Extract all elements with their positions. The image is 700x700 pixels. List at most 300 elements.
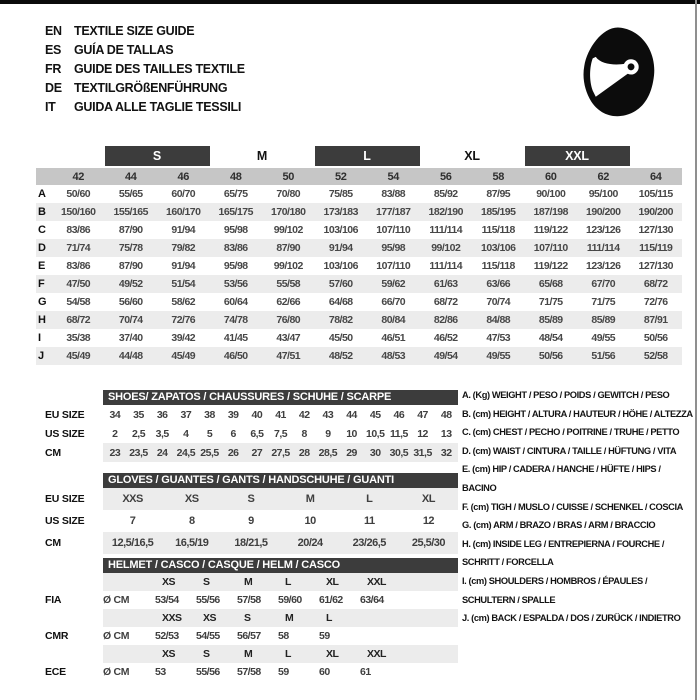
measurement-value: 185/195 (481, 206, 516, 218)
measurement-value: 103/106 (481, 242, 516, 254)
size-value: 9 (248, 515, 254, 527)
legend-item: E. (cm) HIP / CADERA / HANCHE / HÜFTE / HIPS / BACINO (462, 464, 661, 493)
diameter-spacer (103, 609, 155, 627)
size-value: 12 (417, 427, 428, 440)
helmet-size-letter: XS (162, 648, 176, 660)
row-label: EU SIZE (45, 493, 85, 505)
measurement-value: 115/119 (639, 242, 673, 254)
size-value: 46 (393, 408, 405, 421)
size-value: 20/24 (297, 537, 323, 549)
helmet-icon-svg (572, 22, 664, 124)
row-letter: H (38, 314, 46, 326)
measurement-value: 72/76 (643, 296, 668, 308)
helmet-size-letter: M (285, 612, 294, 624)
measurement-row-b (36, 203, 682, 221)
measurement-value: 53/56 (223, 278, 248, 290)
helmet-size-value: 61 (360, 666, 371, 678)
row-letter: D (38, 242, 46, 254)
size-number-row (36, 168, 682, 185)
measurement-value: 173/183 (323, 206, 358, 218)
size-value: 44 (346, 408, 357, 421)
measurement-value: 127/130 (638, 260, 673, 272)
measurement-value: 45/49 (66, 350, 91, 362)
helmet-size-table (45, 558, 458, 681)
measurement-row-j (36, 347, 682, 365)
legend-item: F. (cm) TIGH / MUSLO / CUISSE / SCHENKEL / COSCIA (462, 501, 683, 512)
measurement-value: 45/49 (171, 350, 196, 362)
measurement-value: 68/72 (643, 278, 668, 290)
diameter-label: Ø CM (103, 594, 130, 606)
measurement-value: 95/100 (588, 188, 618, 200)
helmet-size-value: 53/54 (155, 594, 179, 606)
measurement-value: 103/106 (323, 224, 358, 236)
helmet-size-letter: L (285, 648, 291, 660)
size-value: 28,5 (318, 446, 338, 459)
size-number: 48 (230, 170, 242, 183)
standard-label: CMR (45, 630, 69, 642)
row-letter: G (38, 296, 47, 308)
size-value: 10,5 (366, 427, 385, 440)
measurement-value: 182/190 (428, 206, 463, 218)
measurement-value: 187/198 (533, 206, 568, 218)
size-value: XL (421, 493, 435, 505)
language-code: DE (45, 81, 62, 95)
measurement-value: 95/98 (223, 224, 248, 236)
measurement-value: 70/74 (118, 314, 143, 326)
size-value: 29 (346, 446, 357, 459)
size-value: 25,5/30 (411, 537, 446, 549)
measurement-value: 68/72 (433, 296, 458, 308)
size-group-xxl: XXL (525, 146, 630, 166)
size-value: 24 (156, 446, 168, 459)
measurement-value: 60/64 (223, 296, 248, 308)
measurement-value: 82/86 (433, 314, 458, 326)
measurement-value: 57/60 (328, 278, 353, 290)
measurement-row-g (36, 293, 682, 311)
size-value: 11,5 (389, 427, 408, 440)
row-values (103, 488, 458, 510)
size-value: 23 (109, 446, 121, 459)
measurement-value: 103/106 (323, 260, 358, 272)
measurement-row-f (36, 275, 682, 293)
language-label: GUÍA DE TALLAS (74, 43, 174, 57)
measurement-value: 65/75 (223, 188, 248, 200)
size-value: 39 (227, 408, 239, 421)
helmet-size-letter: L (285, 576, 291, 588)
size-value: 26 (227, 446, 239, 459)
size-value: 12 (422, 515, 435, 527)
size-value: 18/21,5 (234, 537, 268, 549)
size-value: 6,5 (250, 427, 264, 440)
row-letter: B (38, 206, 46, 218)
helmet-size-value: 61/62 (319, 594, 343, 606)
row-values (103, 663, 458, 681)
measurement-legend (462, 386, 695, 628)
language-label: GUIDE DES TAILLES TEXTILE (74, 62, 245, 76)
row-values (103, 510, 458, 532)
row-values (103, 645, 458, 663)
measurement-value: 41/45 (223, 332, 248, 344)
row-label: US SIZE (45, 515, 85, 527)
measurement-value: 85/89 (591, 314, 616, 326)
measurement-value: 107/110 (376, 260, 411, 272)
diameter-spacer (103, 645, 155, 663)
legend-item: C. (cm) CHEST / PECHO / POITRINE / TRUHE / PETTO (462, 427, 680, 438)
size-value: 42 (298, 408, 310, 421)
size-value: S (247, 493, 255, 505)
measurement-value: 119/122 (533, 224, 568, 236)
measurement-value: 99/102 (273, 224, 303, 236)
helmet-size-letter: XXL (367, 648, 386, 660)
size-number: 60 (545, 170, 557, 183)
measurement-value: 52/58 (643, 350, 668, 362)
row-letter: F (38, 278, 45, 290)
helmet-size-value: 57/58 (237, 594, 261, 606)
measurement-value: 99/102 (431, 242, 461, 254)
measurement-row-d (36, 239, 682, 257)
measurement-value: 99/102 (273, 260, 303, 272)
measurement-value: 85/89 (538, 314, 563, 326)
helmet-size-value: 59 (278, 666, 289, 678)
size-value: 36 (156, 408, 168, 421)
measurement-value: 47/50 (66, 278, 91, 290)
measurement-value: 59/62 (381, 278, 406, 290)
size-value: 31,5 (413, 446, 432, 459)
helmet-size-letter: XXL (367, 576, 386, 588)
size-number: 54 (387, 170, 399, 183)
size-value: 13 (440, 427, 452, 440)
measurement-value: 45/50 (328, 332, 353, 344)
helmet-standard-row-fia (45, 591, 458, 609)
measurement-value: 55/58 (276, 278, 301, 290)
measurement-value: 123/126 (586, 224, 621, 236)
size-number: 64 (650, 170, 662, 183)
row-label: EU SIZE (45, 408, 85, 421)
measurement-value: 78/82 (328, 314, 353, 326)
size-value: 43 (322, 408, 334, 421)
size-value: XXS (122, 493, 143, 505)
diameter-label: Ø CM (103, 666, 130, 678)
measurement-value: 107/110 (533, 242, 568, 254)
language-code: ES (45, 43, 62, 57)
standard-label: ECE (45, 666, 66, 678)
measurement-value: 74/78 (223, 314, 248, 326)
measurement-value: 49/55 (591, 332, 616, 344)
row-label: CM (45, 537, 61, 549)
measurement-value: 66/70 (381, 296, 406, 308)
size-value: 30 (369, 446, 381, 459)
row-letter: I (38, 332, 42, 344)
measurement-value: 47/51 (276, 350, 301, 362)
language-row (45, 98, 245, 117)
size-number: 58 (492, 170, 504, 183)
legend-item: J. (cm) BACK / ESPALDA / DOS / ZURÜCK / INDIETRO (462, 613, 681, 624)
row-letter: E (38, 260, 46, 272)
size-value: 41 (275, 408, 286, 421)
size-value: 27,5 (271, 446, 290, 459)
measurement-value: 115/118 (481, 260, 515, 272)
measurement-value: 50/56 (538, 350, 563, 362)
language-label: GUIDA ALLE TAGLIE TESSILI (74, 100, 242, 114)
size-value: 47 (417, 408, 428, 421)
measurement-row-e (36, 257, 682, 275)
measurement-value: 91/94 (171, 260, 196, 272)
measurement-value: 54/58 (66, 296, 91, 308)
measurement-value: 95/98 (381, 242, 406, 254)
row-values (103, 532, 458, 554)
size-row (45, 510, 458, 532)
helmet-size-letter: XL (326, 576, 339, 588)
size-value: 27 (251, 446, 263, 459)
measurement-value: 83/86 (66, 260, 91, 272)
measurement-value: 70/74 (486, 296, 511, 308)
measurement-value: 50/60 (66, 188, 91, 200)
measurement-value: 46/51 (381, 332, 406, 344)
language-row (45, 60, 245, 79)
row-letter: J (38, 350, 45, 362)
measurement-value: 70/80 (276, 188, 301, 200)
measurement-value: 87/95 (486, 188, 511, 200)
size-value: 8 (188, 515, 195, 527)
size-value: 6 (230, 427, 236, 440)
size-value: 10 (304, 515, 316, 527)
measurement-value: 190/200 (586, 206, 621, 218)
size-number: 52 (335, 170, 347, 183)
helmet-size-letter: XXS (162, 612, 182, 624)
language-code: IT (45, 100, 56, 114)
measurement-value: 85/92 (433, 188, 458, 200)
legend-item: D. (cm) WAIST / CINTURA / TAILLE / HÜFTUNG / VITA (462, 445, 677, 456)
helmet-size-letter-row (45, 645, 458, 663)
size-value: 5 (206, 427, 213, 440)
legend-item: I. (cm) SHOULDERS / HOMBROS / ÉPAULES / SCHULTERN / SPALLE (462, 575, 648, 605)
size-value: 2,5 (131, 427, 146, 440)
measurement-value: 64/68 (328, 296, 353, 308)
measurement-value: 49/55 (486, 350, 511, 362)
helmet-size-value: 55/56 (196, 594, 220, 606)
measurement-value: 83/86 (223, 242, 248, 254)
size-value: 4 (183, 427, 189, 440)
size-value: 23,5 (129, 446, 148, 459)
measurement-value: 107/110 (376, 224, 411, 236)
language-label: TEXTILE SIZE GUIDE (74, 24, 195, 38)
measurement-value: 49/54 (433, 350, 458, 362)
row-label: US SIZE (45, 427, 85, 440)
helmet-size-letter: XS (203, 612, 217, 624)
measurement-value: 71/75 (591, 296, 616, 308)
size-value: 32 (440, 446, 452, 459)
row-label: CM (45, 446, 61, 459)
measurement-value: 51/56 (591, 350, 616, 362)
helmet-size-value: 59/60 (278, 594, 302, 606)
measurement-value: 56/60 (118, 296, 143, 308)
size-value: 35 (133, 408, 144, 421)
size-number: 44 (125, 170, 137, 183)
row-values (103, 627, 458, 645)
helmet-size-value: 52/53 (155, 630, 179, 642)
measurement-value: 72/76 (171, 314, 196, 326)
size-value: M (305, 493, 315, 505)
helmet-size-value: 55/56 (196, 666, 220, 678)
language-row (45, 22, 245, 41)
measurement-value: 111/114 (429, 260, 463, 272)
top-border (0, 0, 700, 4)
measurement-value: 71/75 (538, 296, 563, 308)
shoes-size-table (45, 390, 458, 462)
helmet-size-letter: S (244, 612, 251, 624)
size-value: 28 (298, 446, 310, 459)
size-number: 46 (177, 170, 189, 183)
size-row (45, 443, 458, 462)
measurement-row-c (36, 221, 682, 239)
measurement-value: 87/90 (276, 242, 301, 254)
helmet-size-value: 54/55 (196, 630, 220, 642)
helmet-size-letter-row (45, 609, 458, 627)
size-row (45, 424, 458, 443)
helmet-standard-row-cmr (45, 627, 458, 645)
size-value: 8 (301, 427, 307, 440)
size-value: 30,5 (389, 446, 409, 459)
size-group-row (36, 146, 682, 166)
helmet-size-value: 59 (319, 630, 330, 642)
measurement-value: 190/200 (638, 206, 673, 218)
measurement-value: 150/160 (61, 206, 96, 218)
measurement-value: 105/115 (638, 188, 673, 200)
shoes-title-bar: SHOES/ ZAPATOS / CHAUSSURES / SCHUHE / SCARPE (103, 390, 458, 405)
size-value: 24,5 (176, 446, 196, 459)
measurement-value: 68/72 (66, 314, 91, 326)
row-values (103, 424, 458, 443)
diameter-label: Ø CM (103, 630, 130, 642)
helmet-size-letter: M (244, 576, 253, 588)
measurement-value: 91/94 (171, 224, 196, 236)
helmet-title-bar: HELMET / CASCO / CASQUE / HELM / CASCO (103, 558, 458, 573)
measurement-value: 91/94 (328, 242, 353, 254)
helmet-size-value: 53 (155, 666, 166, 678)
helmet-standard-row-ece (45, 663, 458, 681)
size-value: 3,5 (155, 427, 169, 440)
size-group-s: S (105, 146, 210, 166)
row-label (45, 645, 103, 663)
measurement-value: 71/74 (66, 242, 91, 254)
measurement-value: 95/98 (223, 260, 248, 272)
language-list (45, 22, 245, 117)
row-values (103, 405, 458, 424)
measurement-value: 47/53 (486, 332, 511, 344)
measurement-value: 90/100 (536, 188, 566, 200)
measurement-value: 119/122 (533, 260, 568, 272)
size-value: 7,5 (273, 427, 288, 440)
size-value: 25,5 (200, 446, 219, 459)
diameter-spacer (103, 573, 155, 591)
size-value: 2 (112, 427, 118, 440)
size-value: 12,5/16,5 (111, 537, 154, 549)
measurement-value: 55/65 (118, 188, 143, 200)
size-number: 42 (72, 170, 84, 183)
measurement-value: 43/47 (276, 332, 301, 344)
size-row (45, 532, 458, 554)
measurement-value: 63/66 (486, 278, 511, 290)
measurement-value: 62/66 (276, 296, 301, 308)
size-value: 37 (180, 408, 192, 421)
helmet-size-value: 60 (319, 666, 330, 678)
helmet-size-value: 63/64 (360, 594, 384, 606)
right-border (695, 0, 697, 700)
helmet-size-value: 58 (278, 630, 289, 642)
size-number: 56 (440, 170, 452, 183)
size-value: L (366, 493, 373, 505)
measurement-value: 60/70 (171, 188, 196, 200)
measurement-value: 48/52 (328, 350, 353, 362)
row-values (103, 609, 458, 627)
measurement-value: 87/90 (118, 260, 143, 272)
size-value: 16,5/19 (175, 537, 209, 549)
standard-label: FIA (45, 594, 62, 606)
measurement-value: 58/62 (171, 296, 196, 308)
helmet-size-letter: S (203, 648, 210, 660)
row-values (103, 443, 458, 462)
size-group-l: L (315, 146, 420, 166)
helmet-size-letter: L (326, 612, 332, 624)
helmet-size-letter: XS (162, 576, 176, 588)
size-value: 9 (325, 427, 331, 440)
measurement-value: 79/82 (171, 242, 196, 254)
measurement-value: 67/70 (591, 278, 616, 290)
size-row (45, 488, 458, 510)
measurement-value: 160/170 (166, 206, 201, 218)
measurement-row-h (36, 311, 682, 329)
measurement-value: 48/53 (381, 350, 406, 362)
measurement-value: 170/180 (271, 206, 306, 218)
measurement-value: 37/40 (118, 332, 143, 344)
legend-item: B. (cm) HEIGHT / ALTURA / HAUTEUR / HÖHE / ALTEZZA (462, 408, 693, 419)
size-value: 45 (369, 408, 381, 421)
size-value: 11 (363, 515, 375, 527)
racing-helmet-icon (572, 22, 664, 124)
measurement-value: 46/52 (433, 332, 458, 344)
measurement-value: 80/84 (381, 314, 406, 326)
measurement-value: 87/91 (643, 314, 668, 326)
measurement-row-a (36, 185, 682, 203)
size-value: XS (184, 493, 199, 505)
row-values (103, 573, 458, 591)
measurement-value: 111/114 (586, 242, 620, 254)
size-value: 48 (440, 408, 452, 421)
helmet-size-letter: S (203, 576, 210, 588)
row-values (103, 591, 458, 609)
main-size-table (36, 146, 682, 365)
measurement-value: 84/88 (486, 314, 511, 326)
corner-cell (36, 168, 52, 185)
measurement-value: 46/50 (223, 350, 248, 362)
gloves-size-table (45, 473, 458, 554)
language-code: EN (45, 24, 62, 38)
measurement-value: 49/52 (118, 278, 143, 290)
measurement-value: 87/90 (118, 224, 143, 236)
legend-item: H. (cm) INSIDE LEG / ENTREPIERNA / FOURCHE / SCHRITT / FORCELLA (462, 538, 665, 568)
language-code: FR (45, 62, 62, 76)
size-value: 7 (129, 515, 136, 527)
measurement-value: 155/165 (113, 206, 148, 218)
measurement-value: 39/42 (171, 332, 196, 344)
measurement-value: 61/63 (433, 278, 458, 290)
measurement-value: 75/78 (118, 242, 143, 254)
size-row (45, 405, 458, 424)
helmet-size-letter-row (45, 573, 458, 591)
measurement-value: 177/187 (376, 206, 411, 218)
language-row (45, 41, 245, 60)
measurement-value: 48/54 (538, 332, 563, 344)
